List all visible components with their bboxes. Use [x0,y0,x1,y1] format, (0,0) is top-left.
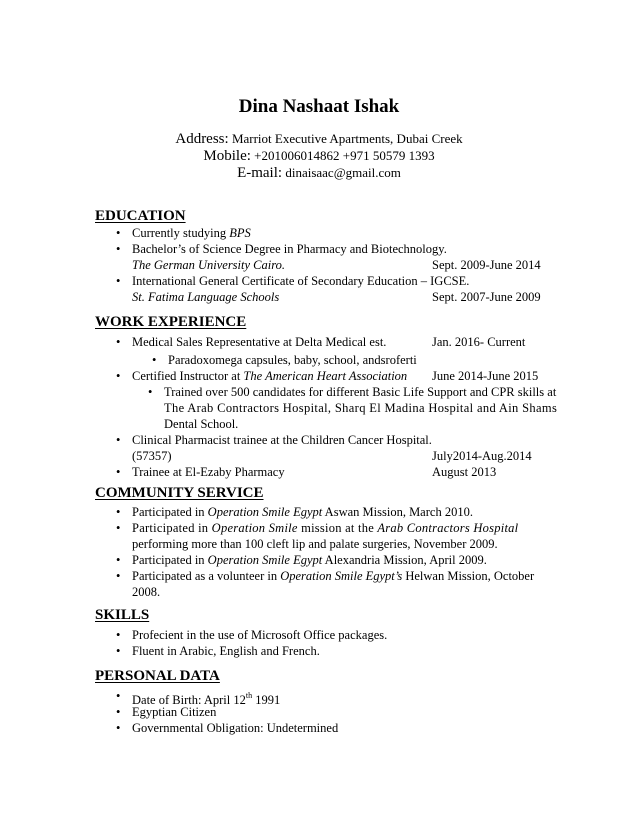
work-item-text: Medical Sales Representative at Delta Medical est. [132,335,387,349]
candidate-name: Dina Nashaat Ishak [238,96,400,117]
education-item [132,225,251,241]
education-item [132,241,447,257]
personal-item [132,720,338,736]
education-date: Sept. 2009-June 2014 [432,258,541,272]
community-item [132,520,518,536]
skill-item-text: Profecient in the use of Microsoft Office packages. [132,628,388,642]
community-item-italic: Operation Smile Egypt’s [280,569,403,583]
work-date: Jan. 2016- Current [432,335,526,349]
personal-item-text: Egyptian Citizen [132,705,217,719]
education-date: Sept. 2007-June 2009 [432,290,541,304]
email-label: E-mail: [237,165,283,181]
address-line [0,131,638,148]
dob-superscript: th [245,691,253,700]
address-label: Address: [175,131,229,147]
community-item-italic: Operation Smile [211,521,298,535]
community-item-line: 2008. [132,585,161,599]
work-item-sub: (57357) [132,449,172,463]
education-item-italic: BPS [229,226,251,240]
education-item-text: Currently studying [132,226,230,240]
work-item-text: Trainee at El-Ezaby Pharmacy [132,465,285,479]
community-item-italic: Operation Smile Egypt [207,505,323,519]
education-institution: St. Fatima Language Schools [132,290,280,304]
work-item-text: Clinical Pharmacist trainee at the Children Cancer Hospital. [132,433,432,447]
work-item [132,334,386,350]
community-item-text: Participated in [132,521,212,535]
skills-heading: SKILLS [95,607,150,623]
work-subitem-text: Trained over 500 candidates for different Basic Life Support and CPR skills at [164,385,557,399]
education-item [132,273,469,289]
education-item-text: Bachelor’s of Science Degree in Pharmacy and Biotechnology. [132,242,447,256]
community-item-text: mission at the [297,521,378,535]
work-item [132,432,432,448]
education-heading: EDUCATION [95,208,186,224]
mobile-value: +201006014862 +971 50579 1393 [254,148,435,163]
community-item [132,552,487,568]
community-item-line: performing more than 100 cleft lip and palate surgeries, November 2009. [132,537,498,551]
email-line [0,165,638,182]
personal-item [132,704,216,720]
address-value: Marriot Executive Apartments, Dubai Creek [231,131,463,146]
community-item [132,568,534,584]
work-item [132,464,285,480]
work-item-text: Certified Instructor at [132,369,244,383]
work-subitem [168,352,417,368]
community-heading: COMMUNITY SERVICE [95,485,264,501]
skill-item-text: Fluent in Arabic, English and French. [132,644,320,658]
community-item-italic: Operation Smile Egypt [207,553,323,567]
work-item [132,368,407,384]
community-item-italic: Arab Contractors Hospital [377,521,519,535]
education-item-text: International General Certificate of Secondary Education – IGCSE. [132,274,470,288]
community-item-text: Alexandria Mission, April 2009. [322,553,487,567]
community-item-text: Aswan Mission, March 2010. [322,505,473,519]
community-item-text: Participated as a volunteer in [132,569,281,583]
personal-item-text: Governmental Obligation: Undetermined [132,721,339,735]
community-item-text: Helwan Mission, October [402,569,535,583]
community-item-text: Participated in [132,505,208,519]
education-institution: The German University Cairo. [132,258,285,272]
work-subitem-text: Paradoxomega capsules, baby, school, andsroferti [168,353,417,367]
mobile-line [0,148,638,165]
work-subitem-line: The Arab Contractors Hospital, Sharq El Madina Hospital and Ain Shams [164,401,558,415]
work-subitem [164,384,556,400]
community-item-text: Participated in [132,553,208,567]
work-date: July2014-Aug.2014 [432,449,532,463]
dob-text: Date of Birth: April 12 [132,693,246,707]
work-heading: WORK EXPERIENCE [95,314,247,330]
work-date: August 2013 [432,465,497,479]
skill-item [132,627,387,643]
personal-heading: PERSONAL DATA [95,668,220,684]
work-subitem-line: Dental School. [164,417,239,431]
skill-item [132,643,320,659]
work-date: June 2014-June 2015 [432,369,539,383]
dob-year: 1991 [252,693,281,707]
work-item-italic: The American Heart Association [243,369,408,383]
community-item [132,504,473,520]
mobile-label: Mobile: [203,148,251,164]
email-value: dinaisaac@gmail.com [285,165,401,180]
